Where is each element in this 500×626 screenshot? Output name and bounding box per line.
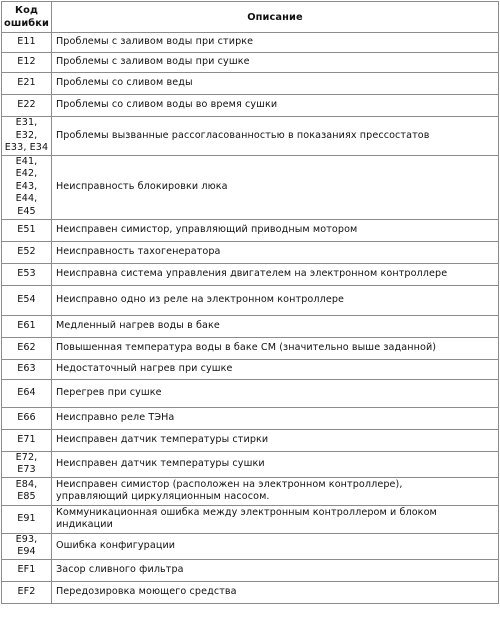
error-code-line: EF1	[17, 563, 36, 575]
error-code-cell	[2, 359, 52, 379]
description-line: Повышенная температура воды в баке СМ (значительно выше заданной)	[55, 341, 437, 353]
description-cell	[51, 263, 498, 285]
error-code-line: E94	[17, 546, 36, 557]
error-code-cell	[2, 95, 52, 117]
table-row	[2, 263, 499, 285]
error-code-line: E63	[17, 362, 36, 374]
description-cell	[51, 241, 498, 263]
error-code-line: E85	[17, 491, 36, 502]
error-code-line: E45	[17, 205, 36, 217]
description-cell	[51, 95, 498, 117]
code-column-header	[2, 2, 52, 33]
table-row	[2, 117, 499, 156]
error-code-cell	[2, 117, 52, 156]
description-line: Проблемы с заливом воды при стирке	[55, 36, 254, 48]
table-row	[2, 533, 499, 559]
error-code-cell	[2, 533, 52, 559]
error-codes-table	[1, 1, 499, 604]
description-cell	[51, 533, 498, 559]
error-code-line: E22	[17, 99, 36, 111]
description-cell	[51, 451, 498, 477]
table-row	[2, 359, 499, 379]
error-code-cell	[2, 241, 52, 263]
error-code-line: E64	[17, 386, 36, 398]
error-code-line: E11	[17, 36, 36, 48]
table-row	[2, 581, 499, 603]
error-code-line: E73	[17, 464, 36, 475]
error-code-cell	[2, 559, 52, 581]
error-code-line: E66	[17, 411, 36, 423]
error-code-cell	[2, 53, 52, 73]
description-line: индикации	[55, 519, 113, 530]
description-line: Проблемы со сливом веды	[55, 77, 193, 89]
error-code-line: E42,	[15, 168, 38, 180]
description-cell	[51, 315, 498, 337]
error-code-cell	[2, 477, 52, 505]
table-body	[2, 33, 499, 604]
description-line: Проблемы вызванные рассогласованностью в показаниях прессостатов	[55, 129, 430, 141]
error-code-cell	[2, 219, 52, 241]
table-row	[2, 429, 499, 451]
error-code-line: E93,	[15, 533, 38, 545]
description-cell	[51, 33, 498, 53]
description-cell	[51, 155, 498, 219]
error-code-line: E84,	[15, 478, 38, 490]
table-row	[2, 155, 499, 219]
error-code-line: E91	[17, 512, 36, 524]
table-row	[2, 33, 499, 53]
description-cell	[51, 477, 498, 505]
table-row	[2, 315, 499, 337]
table-row	[2, 241, 499, 263]
error-code-cell	[2, 285, 52, 315]
error-code-line: E12	[17, 56, 36, 68]
error-code-line: E71	[17, 433, 36, 445]
error-code-cell	[2, 337, 52, 359]
description-cell	[51, 379, 498, 407]
description-line: Перегрев при сушке	[55, 386, 162, 398]
error-code-line: E43,	[15, 180, 38, 192]
table-row	[2, 337, 499, 359]
description-cell	[51, 429, 498, 451]
description-line: Неисправен симистор (расположен на электронном контроллере),	[55, 478, 403, 490]
description-line: Коммуникационная ошибка между электронным контроллером и блоком	[55, 506, 437, 518]
description-line: Неисправен симистор, управляющий приводным мотором	[55, 223, 358, 235]
description-line: Недостаточный нагрев при сушке	[55, 362, 233, 374]
error-code-cell	[2, 429, 52, 451]
error-code-line: E41,	[15, 155, 38, 167]
error-code-line: E32,	[15, 129, 38, 141]
description-line: Медленный нагрев воды в баке	[55, 319, 220, 331]
error-code-cell	[2, 505, 52, 533]
description-cell	[51, 559, 498, 581]
error-code-cell	[2, 33, 52, 53]
description-cell	[51, 337, 498, 359]
description-cell	[51, 117, 498, 156]
description-line: Ошибка конфигурации	[55, 539, 176, 551]
error-code-cell	[2, 155, 52, 219]
error-code-cell	[2, 263, 52, 285]
description-line: Неисправна система управления двигателем на электронном контроллере	[55, 267, 448, 279]
table-row	[2, 379, 499, 407]
table-row	[2, 451, 499, 477]
error-code-line: E33, E34	[4, 142, 49, 153]
description-line: Неисправен датчик температуры сушки	[55, 457, 265, 469]
table-header-row	[2, 2, 499, 33]
table-row	[2, 285, 499, 315]
error-code-line: E51	[17, 223, 36, 235]
table-row	[2, 559, 499, 581]
description-line: Проблемы с заливом воды при сушке	[55, 56, 250, 68]
error-code-line: E52	[17, 245, 36, 257]
error-code-cell	[2, 581, 52, 603]
description-cell	[51, 505, 498, 533]
table-row	[2, 505, 499, 533]
description-cell	[51, 73, 498, 95]
error-code-line: E53	[17, 267, 36, 279]
description-cell	[51, 407, 498, 429]
description-line: Неисправно реле ТЭНа	[55, 411, 175, 423]
code-header-line: ошибки	[4, 18, 49, 29]
table-row	[2, 219, 499, 241]
error-code-line: E62	[17, 341, 36, 353]
table-row	[2, 477, 499, 505]
error-code-cell	[2, 315, 52, 337]
description-cell	[51, 359, 498, 379]
code-header-line: Код	[15, 5, 38, 16]
error-code-cell	[2, 379, 52, 407]
error-code-line: E31,	[15, 117, 38, 128]
error-code-line: E21	[17, 77, 36, 89]
description-line: Неисправно одно из реле на электронном контроллере	[55, 293, 345, 305]
description-line: Засор сливного фильтра	[55, 563, 184, 575]
table-row	[2, 407, 499, 429]
error-code-line: EF2	[17, 585, 36, 597]
table-row	[2, 53, 499, 73]
description-line: Неисправность блокировки люка	[55, 180, 228, 192]
description-cell	[51, 285, 498, 315]
error-code-line: E61	[17, 319, 36, 331]
description-line: Неисправность тахогенератора	[55, 245, 221, 257]
table-row	[2, 95, 499, 117]
error-code-cell	[2, 407, 52, 429]
error-code-line: E54	[17, 293, 36, 305]
description-line: управляющий циркуляционным насосом.	[55, 491, 270, 502]
description-line: Неисправен датчик температуры стирки	[55, 433, 269, 445]
description-column-header: Описание	[51, 2, 498, 33]
description-cell	[51, 53, 498, 73]
error-code-line: E72,	[15, 451, 38, 463]
table-row	[2, 73, 499, 95]
description-cell	[51, 581, 498, 603]
error-code-cell	[2, 73, 52, 95]
error-code-line: E44,	[15, 193, 38, 205]
description-line: Проблемы со сливом воды во время сушки	[55, 99, 278, 111]
description-line: Передозировка моющего средства	[55, 585, 237, 597]
error-code-cell	[2, 451, 52, 477]
description-cell	[51, 219, 498, 241]
